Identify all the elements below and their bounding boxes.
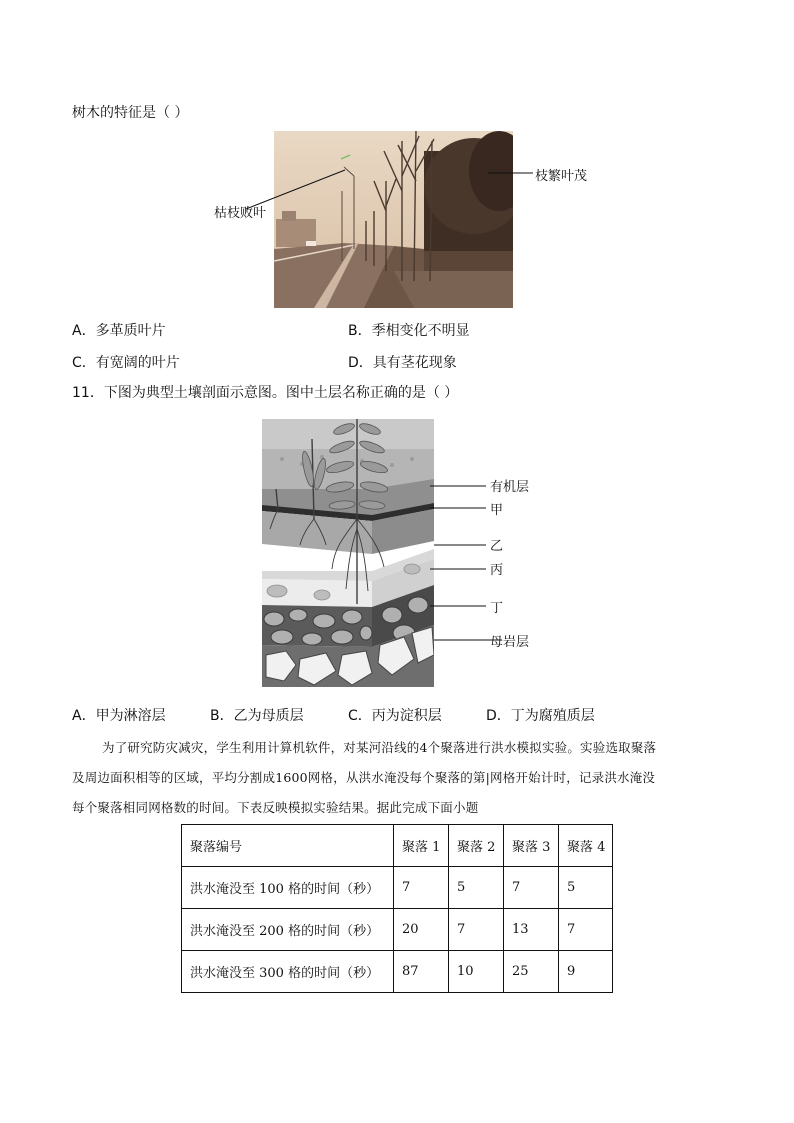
q11-option-c: C．丙为淀积层 <box>348 708 442 724</box>
table-header-row <box>182 825 613 867</box>
table-header-cell: 聚落编号 <box>182 825 394 867</box>
q10-option-b: B．季相变化不明显 <box>348 323 470 339</box>
q10-option-d: D．具有茎花现象 <box>348 355 457 371</box>
table-row <box>182 909 613 951</box>
soil-label-jia: 甲 <box>490 503 504 518</box>
simulation-results-table <box>181 824 613 993</box>
question-11-stem: 11．下图为典型土壤剖面示意图。图中土层名称正确的是（ ） <box>72 385 459 401</box>
table-cell: 13 <box>504 909 559 951</box>
soil-label-organic: 有机层 <box>490 480 530 495</box>
table-cell: 7 <box>504 867 559 909</box>
label-lush-leaves: 枝繁叶茂 <box>535 169 588 184</box>
q10-option-a: A．多革质叶片 <box>72 323 166 339</box>
table-header-cell: 聚落 4 <box>559 825 613 867</box>
q11-option-d: D．丁为腐殖质层 <box>486 708 595 724</box>
table-row <box>182 867 613 909</box>
soil-label-bedrock: 母岩层 <box>490 635 530 650</box>
table-cell: 25 <box>504 951 559 993</box>
table-cell: 87 <box>394 951 449 993</box>
q10-option-c: C．有宽阔的叶片 <box>72 355 180 371</box>
table-cell: 5 <box>449 867 504 909</box>
passage-line-3: 每个聚落相同网格数的时间。下表反映模拟实验结果。据此完成下面小题 <box>72 800 479 815</box>
table-header-cell: 聚落 3 <box>504 825 559 867</box>
soil-label-ding: 丁 <box>490 601 504 616</box>
table-cell: 20 <box>394 909 449 951</box>
soil-label-yi: 乙 <box>490 539 504 554</box>
table-cell: 7 <box>559 909 613 951</box>
table-cell: 洪水淹没至 100 格的时间（秒） <box>182 867 394 909</box>
table-header-cell: 聚落 1 <box>394 825 449 867</box>
question-10-stem: 树木的特征是（ ） <box>72 105 189 121</box>
q11-option-b: B．乙为母质层 <box>210 708 304 724</box>
table-cell: 洪水淹没至 300 格的时间（秒） <box>182 951 394 993</box>
passage-line-1: 为了研究防灾减灾，学生利用计算机软件，对某河沿线的4个聚落进行洪水模拟实验。实验选取聚落 <box>102 740 657 755</box>
table-cell: 7 <box>449 909 504 951</box>
table-row <box>182 951 613 993</box>
table-cell: 洪水淹没至 200 格的时间（秒） <box>182 909 394 951</box>
table-cell: 9 <box>559 951 613 993</box>
q11-option-a: A．甲为淋溶层 <box>72 708 166 724</box>
passage-line-2: 及周边面积相等的区域，平均分割成1600网格，从洪水淹没每个聚落的第|网格开始计时，记录洪水淹没 <box>72 770 656 785</box>
table-header-cell: 聚落 2 <box>449 825 504 867</box>
table-cell: 5 <box>559 867 613 909</box>
label-dead-leaves: 枯枝败叶 <box>214 206 267 221</box>
table-cell: 10 <box>449 951 504 993</box>
soil-label-bing: 丙 <box>490 563 504 578</box>
table-cell: 7 <box>394 867 449 909</box>
